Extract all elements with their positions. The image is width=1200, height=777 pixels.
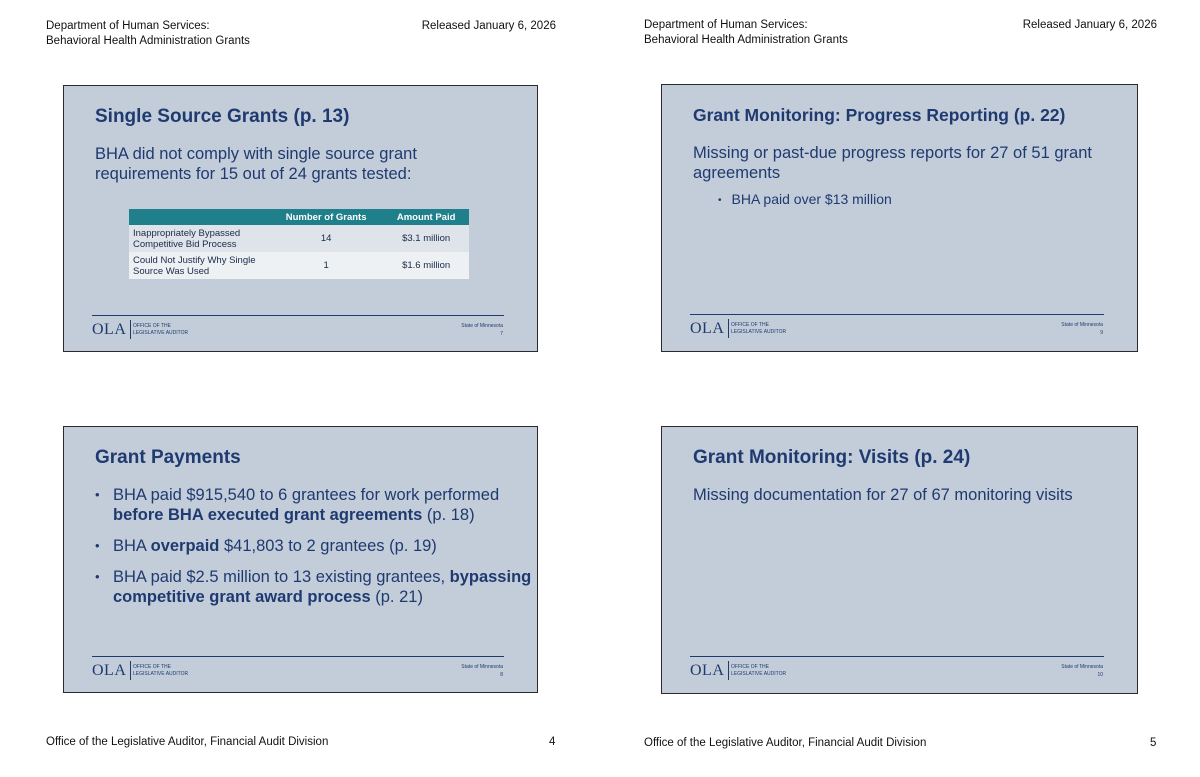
slide-divider: [690, 656, 1104, 657]
table-cell: $1.6 million: [383, 252, 469, 279]
ola-logo-name: [731, 664, 786, 678]
header-division: Behavioral Health Administration Grants: [644, 34, 848, 46]
logo-line: LEGISLATIVE AUDITOR: [133, 671, 189, 677]
bullet-dot-icon: •: [95, 487, 100, 502]
slide-state: State of Minnesota: [1061, 664, 1103, 670]
slide-number: 10: [1097, 672, 1103, 678]
bullet-bold-text: bypassing competitive grant award process: [113, 568, 532, 606]
grants-table: [129, 209, 469, 279]
slide-state: State of Minnesota: [461, 664, 503, 670]
logo-divider: [130, 661, 131, 680]
slide-divider: [690, 314, 1104, 315]
bullet-item: [95, 567, 535, 607]
ola-logo-mark: OLA: [690, 320, 725, 337]
slide-meta: [461, 322, 503, 338]
ola-logo-name: [133, 664, 188, 678]
header-release-date: Released January 6, 2026: [1022, 19, 1157, 31]
ola-logo-mark: OLA: [690, 662, 725, 679]
table-cell: $3.1 million: [383, 225, 469, 252]
table-cell: 14: [269, 225, 383, 252]
bullet-text: $41,803 to 2 grantees (p. 19): [219, 537, 437, 555]
table-cell: Could Not Justify Why Single Source Was Used: [129, 252, 269, 279]
logo-divider: [130, 320, 131, 339]
slide-title: Single Source Grants (p. 13): [95, 106, 350, 127]
bullet-item: [95, 485, 535, 525]
slide-divider: [92, 656, 504, 657]
ola-logo-name: [133, 323, 188, 337]
logo-line: OFFICE OF THE: [731, 322, 769, 328]
slide-intro-text: Missing or past-due progress reports for 27 of 51 grant agreements: [693, 144, 1092, 182]
bullet-dot-icon: •: [95, 569, 100, 584]
table-header-cell: [129, 209, 269, 225]
slide-meta: [1061, 663, 1103, 679]
table-cell: Inappropriately Bypassed Competitive Bid Process: [129, 225, 269, 252]
logo-line: LEGISLATIVE AUDITOR: [133, 330, 189, 336]
bullet-text: BHA: [113, 537, 151, 555]
footer-office: Office of the Legislative Auditor, Financial Audit Division: [46, 736, 329, 748]
header-department: Department of Human Services:: [46, 20, 210, 32]
bullet-text: (p. 21): [370, 588, 423, 606]
slide-intro-text: Missing documentation for 27 of 67 monitoring visits: [693, 486, 1073, 504]
slide-state: State of Minnesota: [461, 323, 503, 329]
slide-state: State of Minnesota: [1061, 322, 1103, 328]
bullet-list: [95, 485, 535, 618]
bullet-bold-text: before BHA executed grant agreements: [113, 506, 423, 524]
slide-monitoring-visits: [661, 426, 1138, 694]
table-header-row: [129, 209, 469, 225]
logo-line: OFFICE OF THE: [731, 664, 769, 670]
slide-progress-reporting: [661, 84, 1138, 352]
logo-line: OFFICE OF THE: [133, 323, 171, 329]
footer-page-number: 4: [549, 736, 556, 748]
slide-meta: [1061, 321, 1103, 337]
sub-bullet: [718, 191, 892, 207]
bullet-text: BHA paid $915,540 to 6 grantees for work performed: [113, 486, 500, 504]
footer-page-number: 5: [1150, 737, 1157, 749]
slide-meta: [461, 663, 503, 679]
slide-number: 7: [500, 331, 503, 337]
bullet-text: BHA paid $2.5 million to 13 existing grantees,: [113, 568, 450, 586]
ola-logo-mark: OLA: [92, 321, 127, 338]
slide-divider: [92, 315, 504, 316]
slide-title: Grant Payments: [95, 447, 241, 468]
slide-intro-text: BHA did not comply with single source grant requirements for 15 out of 24 grants tested:: [95, 145, 417, 183]
bullet-dot-icon: •: [718, 195, 722, 206]
bullet-item: [95, 536, 535, 556]
sub-bullet-text: BHA paid over $13 million: [731, 191, 892, 207]
ola-logo-mark: OLA: [92, 662, 127, 679]
header-division: Behavioral Health Administration Grants: [46, 35, 250, 47]
slide-grant-payments: [63, 426, 538, 693]
table-header-cell: Number of Grants: [269, 209, 383, 225]
ola-logo-name: [731, 322, 786, 336]
header-department: Department of Human Services:: [644, 19, 808, 31]
slide-title: Grant Monitoring: Visits (p. 24): [693, 447, 971, 468]
logo-divider: [728, 319, 729, 338]
bullet-bold-text: overpaid: [150, 537, 220, 555]
logo-line: LEGISLATIVE AUDITOR: [731, 329, 787, 335]
table-row: [129, 252, 469, 279]
bullet-text: (p. 18): [422, 506, 475, 524]
header-release-date: Released January 6, 2026: [421, 20, 556, 32]
logo-divider: [728, 661, 729, 680]
slide-single-source-grants: [63, 85, 538, 352]
slide-number: 8: [500, 672, 503, 678]
table-header-cell: Amount Paid: [383, 209, 469, 225]
slide-number: 9: [1100, 330, 1103, 336]
table-row: [129, 225, 469, 252]
slide-title: Grant Monitoring: Progress Reporting (p. 22): [693, 105, 1066, 125]
table-cell: 1: [269, 252, 383, 279]
logo-line: LEGISLATIVE AUDITOR: [731, 671, 787, 677]
footer-office: Office of the Legislative Auditor, Financial Audit Division: [644, 737, 927, 749]
logo-line: OFFICE OF THE: [133, 664, 171, 670]
bullet-dot-icon: •: [95, 538, 100, 553]
